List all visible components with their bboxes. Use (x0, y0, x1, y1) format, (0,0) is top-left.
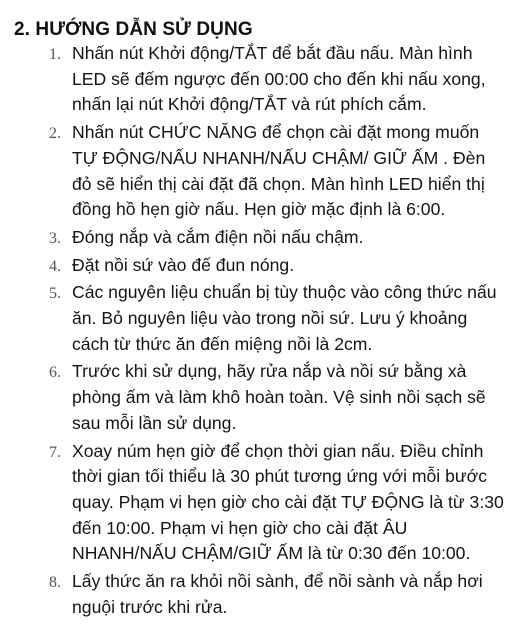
instruction-step-4 (0, 253, 531, 279)
instruction-step-8 (0, 569, 531, 620)
step-number: 7. (49, 443, 61, 461)
step-number: 5. (49, 285, 61, 303)
instruction-step-6 (0, 359, 531, 436)
instruction-step-2 (0, 120, 531, 223)
step-text: Các nguyên liệu chuẩn bị tùy thuộc vào công thức nấu ăn. Bỏ nguyên liệu vào trong nồi sứ. Lưu ý khoảng cách từ thức ăn đến miệng nồi là 2cm. (72, 282, 497, 354)
step-text: Trước khi sử dụng, hãy rửa nắp và nồi sứ bằng xà phòng ấm và làm khô hoàn toàn. Vệ sinh nồi sạch sẽ sau mỗi lần sử dụng. (72, 361, 486, 433)
step-text: Đặt nồi sứ vào đế đun nóng. (72, 254, 295, 275)
step-number: 6. (49, 364, 61, 382)
instruction-list (0, 41, 531, 622)
instruction-step-7 (0, 439, 531, 568)
instruction-step-5 (0, 280, 531, 357)
step-number: 4. (49, 257, 61, 275)
step-text: Nhấn nút Khởi động/TẮT để bắt đầu nấu. Màn hình LED sẽ đếm ngược đến 00:00 cho đến khi nấu xong, nhấn lại nút Khởi động/TẮT và rút phích cắm. (72, 43, 486, 115)
step-number: 8. (49, 574, 61, 592)
section-heading: 2. HƯỚNG DẪN SỬ DỤNG (14, 19, 253, 40)
instruction-step-1 (0, 41, 531, 118)
step-number: 1. (49, 46, 61, 63)
step-number: 2. (49, 125, 61, 143)
step-text: Lấy thức ăn ra khỏi nồi sành, để nồi sành và nắp hơi nguội trước khi rửa. (72, 571, 483, 617)
step-text: Xoay núm hẹn giờ để chọn thời gian nấu. Điều chỉnh thời gian tối thiểu là 30 phút tương ứng với mỗi bước quay. Phạm vi hẹn giờ cho cài đặt TỰ ĐỘNG là từ 3:30 đến 10:00. Phạm vi hẹn giờ cho cài đặt ÂU NHANH/NẤU CHẬM/GIỮ ẤM là từ 0:30 đến 10:00. (72, 440, 504, 564)
step-text: Nhấn nút CHỨC NĂNG để chọn cài đặt mong muốn TỰ ĐỘNG/NẤU NHANH/NẤU CHẬM/ GIỮ ẤM . Đèn đỏ sẽ hiển thị cài đặt đã chọn. Màn hình LED hiển thị đồng hồ hẹn giờ nấu. Hẹn giờ mặc định là 6:00. (72, 122, 486, 220)
instruction-step-3 (0, 225, 531, 251)
step-text: Đóng nắp và cắm điện nồi nấu chậm. (72, 226, 364, 247)
step-number: 3. (49, 229, 61, 247)
